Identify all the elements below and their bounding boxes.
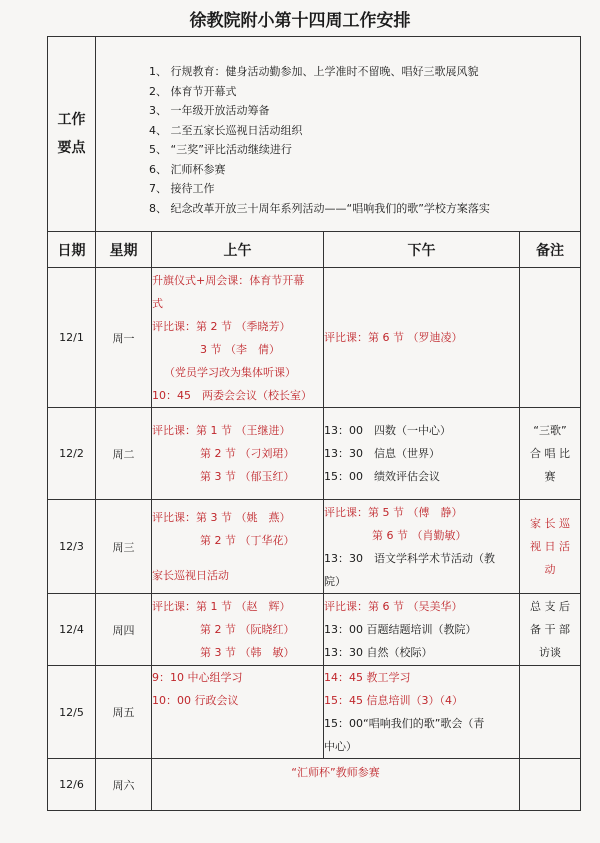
schedule-entry: 13：00 四数（一中心）	[324, 424, 451, 437]
header-date: 日期	[48, 232, 96, 268]
key-points-list	[96, 37, 581, 232]
table-row	[48, 500, 581, 594]
schedule-entry: 13：30 自然（校际）	[324, 646, 433, 659]
afternoon-cell	[324, 500, 520, 594]
key-point-item: 7、 接待工作	[149, 182, 215, 195]
header-afternoon: 下午	[324, 232, 520, 268]
schedule-entry: “汇师杯”教师参赛	[291, 766, 380, 779]
morning-cell	[152, 408, 324, 500]
schedule-table	[47, 36, 581, 811]
table-row	[48, 759, 581, 811]
schedule-entry: 评比课：第 2 节 （季晓芳）	[152, 319, 291, 333]
morning-cell	[152, 268, 324, 408]
key-points-label: 工作 要点	[48, 37, 96, 232]
date-cell: 12/1	[48, 268, 96, 408]
schedule-entry: 15：00“唱响我们的歌”歌会（青	[324, 717, 485, 730]
weekday-cell: 周五	[96, 666, 152, 759]
header-weekday: 星期	[96, 232, 152, 268]
date-cell: 12/4	[48, 594, 96, 666]
key-point-item: 1、 行规教育：健身活动勤参加、上学准时不留晚、唱好三歌展风貌	[149, 65, 479, 78]
date-cell: 12/3	[48, 500, 96, 594]
schedule-entry: 中心）	[324, 740, 357, 753]
schedule-entry: 第 2 节 （丁华花）	[200, 534, 295, 547]
key-point-item: 5、 “三奖”评比活动继续进行	[149, 143, 292, 156]
schedule-entry: （党员学习改为集体听课）	[164, 365, 296, 379]
schedule-entry: 院）	[324, 574, 346, 588]
key-point-item: 8、 纪念改革开放三十周年系列活动——“唱响我们的歌”学校方案落实	[149, 201, 490, 215]
schedule-entry: 第 3 节 （韩 敏）	[200, 646, 295, 659]
afternoon-cell	[324, 666, 520, 759]
table-row	[48, 666, 581, 759]
morning-cell	[152, 666, 324, 759]
schedule-entry: 14：45 教工学习	[324, 671, 411, 684]
schedule-entry: 评比课：第 6 节 （吴美华）	[324, 600, 463, 613]
schedule-entry: 升旗仪式+周会课：体育节开幕	[152, 273, 305, 287]
schedule-entry: 15：45 信息培训（3）（4）	[324, 694, 463, 707]
afternoon-cell	[324, 268, 520, 408]
notes-cell	[520, 268, 581, 408]
weekday-cell: 周六	[96, 759, 152, 811]
morning-cell	[152, 500, 324, 594]
notes-cell: 家 长 巡 视 日 活 动	[520, 500, 581, 594]
schedule-entry: 13：30 信息（世界）	[324, 447, 440, 460]
schedule-entry: 3 节 （李 倩）	[200, 342, 280, 356]
date-cell: 12/2	[48, 408, 96, 500]
schedule-entry: 10：45 两委会会议（校长室）	[152, 388, 312, 402]
schedule-entry: 家长巡视日活动	[152, 569, 229, 582]
schedule-entry: 15：00 绩效评估会议	[324, 470, 440, 483]
header-notes: 备注	[520, 232, 581, 268]
schedule-entry: 第 2 节 （刁刘珺）	[200, 447, 295, 460]
weekday-cell: 周三	[96, 500, 152, 594]
afternoon-cell	[324, 408, 520, 500]
saturday-cell	[152, 759, 520, 811]
schedule-entry: 第 6 节 （肖勤敏）	[372, 528, 467, 542]
table-row	[48, 268, 581, 408]
schedule-entry: 第 2 节 （阮晓红）	[200, 623, 295, 636]
schedule-entry: 式	[152, 296, 163, 310]
notes-cell	[520, 666, 581, 759]
schedule-entry: 评比课：第 3 节 （姚 燕）	[152, 511, 291, 524]
weekday-cell: 周二	[96, 408, 152, 500]
morning-cell	[152, 594, 324, 666]
date-cell: 12/6	[48, 759, 96, 811]
key-point-item: 3、 一年级开放活动筹备	[149, 104, 270, 117]
schedule-entry: 评比课：第 1 节 （王继进）	[152, 424, 291, 437]
notes-cell	[520, 759, 581, 811]
weekday-cell: 周一	[96, 268, 152, 408]
notes-cell: 总 支 后 备 干 部 访谈	[520, 594, 581, 666]
key-point-item: 6、 汇师杯参赛	[149, 162, 226, 176]
key-point-item: 4、 二至五家长巡视日活动组织	[149, 123, 303, 137]
table-row	[48, 594, 581, 666]
schedule-entry: 13：00 百题结题培训（教院）	[324, 623, 477, 636]
header-row	[48, 232, 581, 268]
header-morning: 上午	[152, 232, 324, 268]
afternoon-cell	[324, 594, 520, 666]
table-row	[48, 408, 581, 500]
schedule-entry: 10：00 行政会议	[152, 694, 239, 707]
schedule-entry: 第 3 节 （郁玉红）	[200, 470, 295, 483]
schedule-entry: 13：30 语文学科学术节活动（教	[324, 551, 495, 565]
notes-cell: “三歌” 合 唱 比 赛	[520, 408, 581, 500]
key-point-item: 2、 体育节开幕式	[149, 84, 237, 98]
date-cell: 12/5	[48, 666, 96, 759]
schedule-entry: 评比课：第 1 节 （赵 辉）	[152, 600, 291, 613]
weekday-cell: 周四	[96, 594, 152, 666]
schedule-entry: 评比课：第 5 节 （傅 静）	[324, 505, 463, 519]
schedule-entry: 评比课：第 6 节 （罗迪凌）	[324, 331, 463, 344]
schedule-entry: 9：10 中心组学习	[152, 671, 243, 684]
key-points-row	[48, 37, 581, 232]
page-title: 徐教院附小第十四周工作安排	[189, 11, 411, 31]
